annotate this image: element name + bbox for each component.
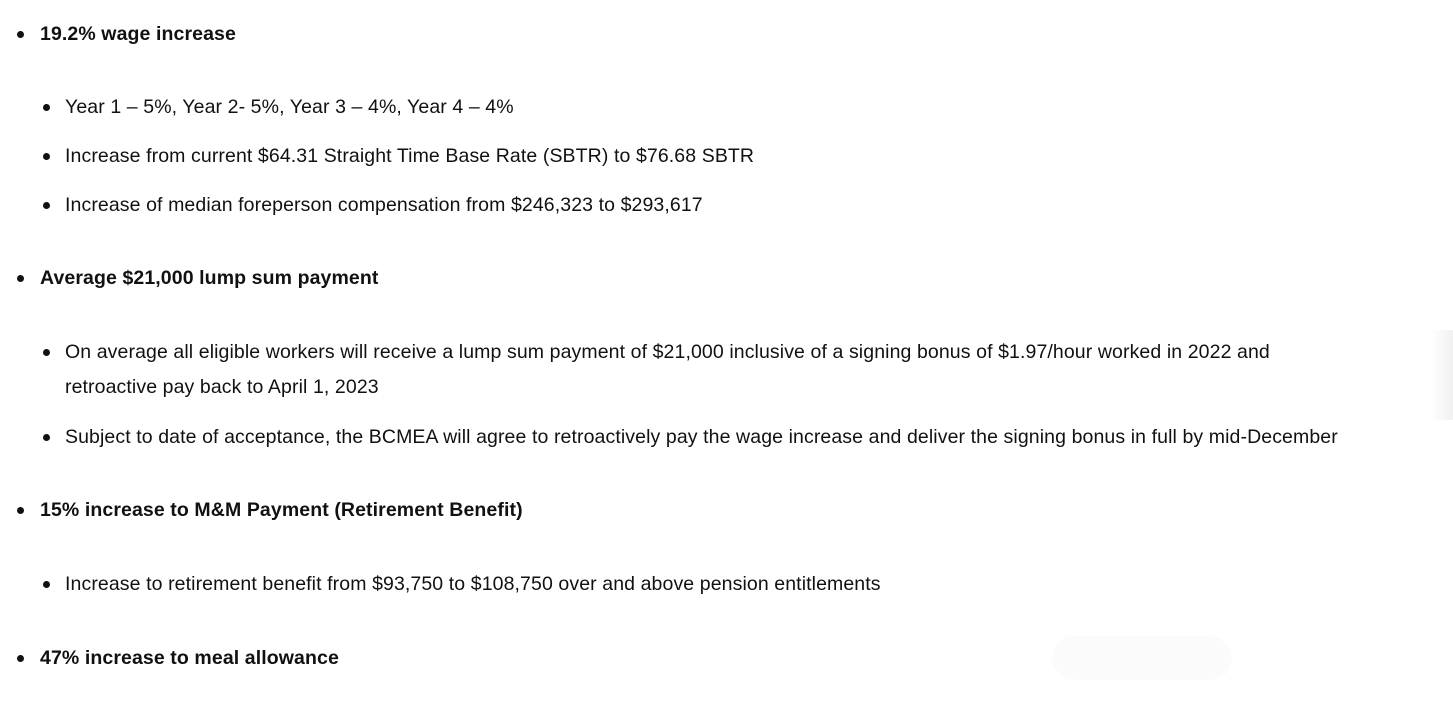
list-item (40, 261, 378, 296)
bullet-dot (43, 202, 50, 209)
bullet-dot (17, 31, 24, 38)
list-item-label: On average all eligible workers will receive a lump sum payment of $21,000 inclusive of a signing bonus of $1.97/hour worked in 2022 and (65, 341, 1270, 363)
bullet-dot (43, 153, 50, 160)
list-item-label: Average $21,000 lump sum payment (40, 267, 379, 289)
bullet-dot (17, 507, 24, 514)
list-item (65, 567, 881, 602)
list-item-label: Subject to date of acceptance, the BCMEA will agree to retroactively pay the wage increase and deliver the signing bonus in full by mid-December (65, 426, 1338, 448)
bullet-dot (17, 275, 24, 282)
list-item (65, 90, 514, 125)
list-item-label: 15% increase to M&M Payment (Retirement Benefit) (40, 499, 523, 521)
list-item (40, 17, 236, 52)
list-item (65, 335, 1270, 405)
list-item (40, 641, 339, 676)
list-item (40, 493, 523, 528)
edge-shadow (1431, 330, 1453, 420)
list-item-label-continued: retroactive pay back to April 1, 2023 (65, 376, 379, 398)
bullet-dot (43, 104, 50, 111)
list-item (65, 188, 703, 223)
bullet-dot (43, 581, 50, 588)
bullet-dot (43, 434, 50, 441)
list-item-label: Year 1 – 5%, Year 2- 5%, Year 3 – 4%, Year 4 – 4% (65, 96, 514, 118)
faint-overlay (1052, 636, 1232, 680)
bullet-dot (17, 655, 24, 662)
list-item-label: Increase to retirement benefit from $93,750 to $108,750 over and above pension entitlements (65, 573, 881, 595)
list-item (65, 139, 754, 174)
list-item-label: Increase of median foreperson compensation from $246,323 to $293,617 (65, 194, 703, 216)
list-item-label: 19.2% wage increase (40, 23, 236, 45)
list-item (65, 420, 1338, 455)
bullet-dot (43, 349, 50, 356)
list-item-label: Increase from current $64.31 Straight Time Base Rate (SBTR) to $76.68 SBTR (65, 145, 755, 167)
list-item-label: 47% increase to meal allowance (40, 647, 339, 669)
